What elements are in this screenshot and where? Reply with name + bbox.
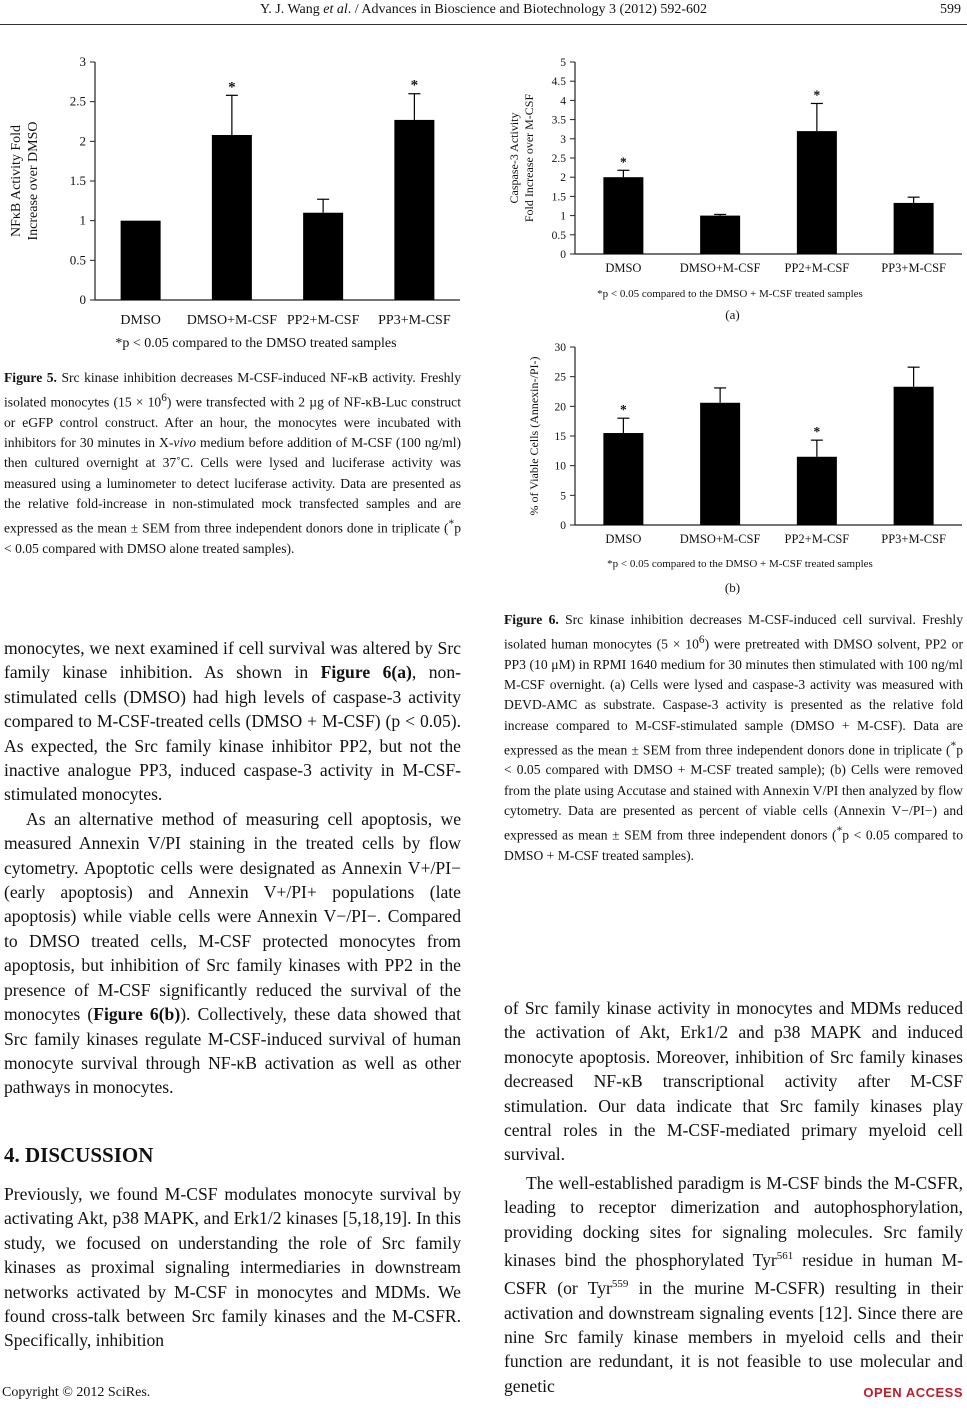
bar xyxy=(797,457,837,525)
y-tick-label: 15 xyxy=(554,431,566,443)
paragraph: of Src family kinase activity in monocytes and MDMs reduced the activation of Akt, Erk1/2 and p38 MAPK and induced monocyte apoptosis. Moreover, inhibition of Src family kinases decreased NF-κB transcriptional activity after M-CSF stimulation. Our data indicate that Src family kinases play central roles in the M-CSF-mediated primary myeloid cell survival. xyxy=(504,998,963,1165)
bar xyxy=(303,213,343,300)
chart-footnote: *p < 0.05 compared to the DMSO + M-CSF treated samples xyxy=(607,558,873,570)
left-column-text-1 xyxy=(4,636,461,1100)
paragraph: The well-established paradigm is M-CSF binds the M-CSFR, leading to receptor dimerization and autophosphorylation, providing docking sites for signaling molecules. Src family kinases bind the phosphorylated Tyr$^{561}$ residue in human M-CSFR (or Tyr$^{559}$ in the murine M-CSFR) resulting in their activation and downstream signaling events [12]. Since there are nine Src family kinase members in myeloid cells and their function are redundant, it is not feasible to use molecular and genetic xyxy=(504,1172,963,1396)
y-axis-label: % of Viable Cells (Annexin-/PI-) xyxy=(527,356,541,516)
y-tick-label: 1.5 xyxy=(69,173,86,188)
bar xyxy=(212,135,252,300)
y-tick-label: 4.5 xyxy=(551,76,566,89)
x-category-label: DMSO+M-CSF xyxy=(679,532,761,546)
paragraph: Previously, we found M-CSF modulates monocyte survival by activating Akt, p38 MAPK, and Erk1/2 kinases [5,18,19]. In this study, we focused on understanding the role of Src family kinases as proximal signaling intermediaries in downstream networks activated by M-CSF in monocytes and MDMs. We found cross-talk between Src family kinases and the M-CSFR. Specifically, inhibition xyxy=(4,1184,461,1351)
x-category-label: PP2+M-CSF xyxy=(286,313,360,328)
x-category-label: PP3+M-CSF xyxy=(881,261,946,275)
header-page-number: 599 xyxy=(940,2,961,17)
figure5-chart xyxy=(0,45,465,360)
figure6b-sublabel: (b) xyxy=(724,580,741,595)
x-category-label: DMSO xyxy=(605,532,642,546)
figure6a-chart xyxy=(500,50,965,305)
bar xyxy=(700,403,740,525)
chart-footnote: *p < 0.05 compared to the DMSO + M-CSF treated samples xyxy=(597,288,863,300)
bar xyxy=(797,131,837,254)
significance-marker: * xyxy=(813,424,821,440)
y-tick-label: 30 xyxy=(554,342,566,354)
paragraph: monocytes, we next examined if cell survival was altered by Src family kinase inhibition. As shown in Figure 6(a), non-stimulated cells (DMSO) had high levels of caspase-3 activity compared to M-CSF-treated cells (DMSO + M-CSF) (p < 0.05). As expected, the Src family kinase inhibitor PP2, but not the inactive analogue PP3, induced caspase-3 activity in M-CSF-stimulated monocytes. xyxy=(4,638,462,805)
x-category-label: PP3+M-CSF xyxy=(881,532,946,546)
bar xyxy=(603,433,643,525)
figure6a-sublabel: (a) xyxy=(725,307,740,322)
y-tick-label: 20 xyxy=(554,401,566,414)
significance-marker: * xyxy=(410,77,419,94)
y-tick-label: 3.5 xyxy=(551,114,566,127)
x-category-label: PP3+M-CSF xyxy=(378,313,451,328)
header-etal: et al xyxy=(323,2,348,17)
y-tick-label: 4 xyxy=(560,95,566,108)
y-tick-label: 5 xyxy=(560,57,566,69)
bar xyxy=(700,216,740,254)
significance-marker: * xyxy=(620,402,627,418)
header-authors: Y. J. Wang xyxy=(259,2,320,17)
x-category-label: PP2+M-CSF xyxy=(784,261,850,275)
left-column-text-2 xyxy=(4,1182,461,1353)
y-tick-label: 0 xyxy=(560,249,566,261)
x-category-label: DMSO+M-CSF xyxy=(186,313,278,328)
page-footer xyxy=(0,1385,967,1407)
y-axis-label: Fold Increase over M-CSF xyxy=(522,93,536,223)
figure6b-chart xyxy=(500,335,965,580)
right-column-text xyxy=(504,996,963,1398)
y-tick-label: 0 xyxy=(79,292,86,307)
y-tick-label: 0 xyxy=(560,520,566,532)
y-tick-label: 2.5 xyxy=(69,93,86,109)
y-axis-label: Increase over DMSO xyxy=(26,121,41,241)
y-tick-label: 1.5 xyxy=(551,191,566,204)
significance-marker: * xyxy=(620,154,627,170)
significance-marker: * xyxy=(228,79,236,96)
x-category-label: DMSO xyxy=(605,261,642,275)
y-tick-label: 25 xyxy=(554,371,566,384)
y-axis-label: Caspase-3 Activity xyxy=(507,112,521,204)
header-journal: . / Advances in Bioscience and Biotechnology 3 (2012) 592-602 xyxy=(347,2,708,17)
figure-reference[interactable]: Figure 6(b) xyxy=(93,1004,181,1025)
y-tick-label: 1 xyxy=(560,210,566,223)
y-tick-label: 2 xyxy=(560,172,566,185)
footer-copyright: Copyright © 2012 SciRes. xyxy=(2,1385,151,1400)
y-tick-label: 2 xyxy=(79,133,86,149)
y-tick-label: 10 xyxy=(554,460,566,473)
section-heading-discussion: 4. DISCUSSION xyxy=(4,1143,154,1167)
figure5-caption-label: Figure 5. xyxy=(4,370,57,385)
y-tick-label: 1 xyxy=(79,212,86,228)
chart-footnote: *p < 0.05 compared to the DMSO treated samples xyxy=(115,336,397,351)
figure-reference[interactable]: Figure 6(a) xyxy=(320,662,412,683)
header-rule xyxy=(0,24,967,25)
figure6-caption-label: Figure 6. xyxy=(504,612,559,627)
bar xyxy=(894,203,934,254)
y-tick-label: 3 xyxy=(79,54,86,69)
y-tick-label: 0.5 xyxy=(69,252,86,268)
figure6-caption: Figure 6. Src kinase inhibition decreases M-CSF-induced cell survival. Freshly isolated human monocytes $(5 \times 10^6)$ were pretreated with DMSO solvent, PP2 or PP3 (10 μM) in RPMI 1640 medium for 30 minutes then stimulated with 100 ng/ml M-CSF overnight. (a) Cells were lysed and caspase-3 activity was measured with DEVD-AMC as substrate. Caspase-3 activity is presented as the relative fold increase compared to M-CSF-stimulated sample (DMSO + M-CSF). Data are expressed as the mean ± SEM from three independent donors done in triplicate (*p < 0.05 compared with DMSO + M-CSF treated sample); (b) Cells were removed from the plate using Accutase and stained with Annexin V/PI then analyzed by flow cytometry. Data are presented as percent of viable cells (Annexin V−/PI−) and expressed as mean ± SEM from three independent donors (*p < 0.05 compared to DMSO + M-CSF treated samples). xyxy=(504,612,963,863)
x-category-label: PP2+M-CSF xyxy=(784,532,850,546)
x-category-label: DMSO+M-CSF xyxy=(679,261,761,275)
bar xyxy=(603,177,643,254)
bar xyxy=(121,221,161,300)
figure5-caption: Figure 5. Src kinase inhibition decreases M-CSF-induced NF-κB activity. Freshly isolated monocytes $(15 \times 10^6)$ were transfected with 2 µg of NF-κB-Luc construct or eGFP control construct. After an hour, the monocytes were incubated with inhibitors for 30 minutes in X-vivo medium before addition of M-CSF (100 ng/ml) then cultured overnight at 37˚C. Cells were lysed and luciferase activity was measured using a luminometer to detect luciferase activity. Data are presented as the relative fold-increase in non-stimulated mock transfected samples and are expressed as the mean ± SEM from three independent donors done in triplicate (*p < 0.05 compared with DMSO alone treated samples). xyxy=(4,370,461,556)
x-category-label: DMSO xyxy=(120,313,161,328)
bar xyxy=(394,120,434,300)
bar xyxy=(894,387,934,525)
footer-open-access: OPEN ACCESS xyxy=(863,1385,963,1400)
y-tick-label: 5 xyxy=(560,490,566,503)
significance-marker: * xyxy=(813,87,821,103)
y-axis-label: NFκB Activity Fold xyxy=(9,124,24,238)
paragraph: As an alternative method of measuring cell apoptosis, we measured Annexin V/PI staining in the treated cells by flow cytometry. Apoptotic cells were designated as Annexin V+/PI− (early apoptosis) and Annexin V+/PI+ populations (late apoptosis) while viable cells were Annexin V−/PI−. Compared to DMSO treated cells, M-CSF protected monocytes from apoptosis, but inhibition of Src family kinases with PP2 in the presence of M-CSF significantly reduced the survival of the monocytes (Figure 6(b)). Collectively, these data showed that Src family kinases regulate M-CSF-induced survival of human monocyte survival through NF-κB activation as well as other pathways in monocytes. xyxy=(4,808,462,1098)
y-tick-label: 0.5 xyxy=(551,229,566,242)
running-header xyxy=(0,2,967,22)
y-tick-label: 3 xyxy=(560,133,566,146)
y-tick-label: 2.5 xyxy=(551,153,566,165)
